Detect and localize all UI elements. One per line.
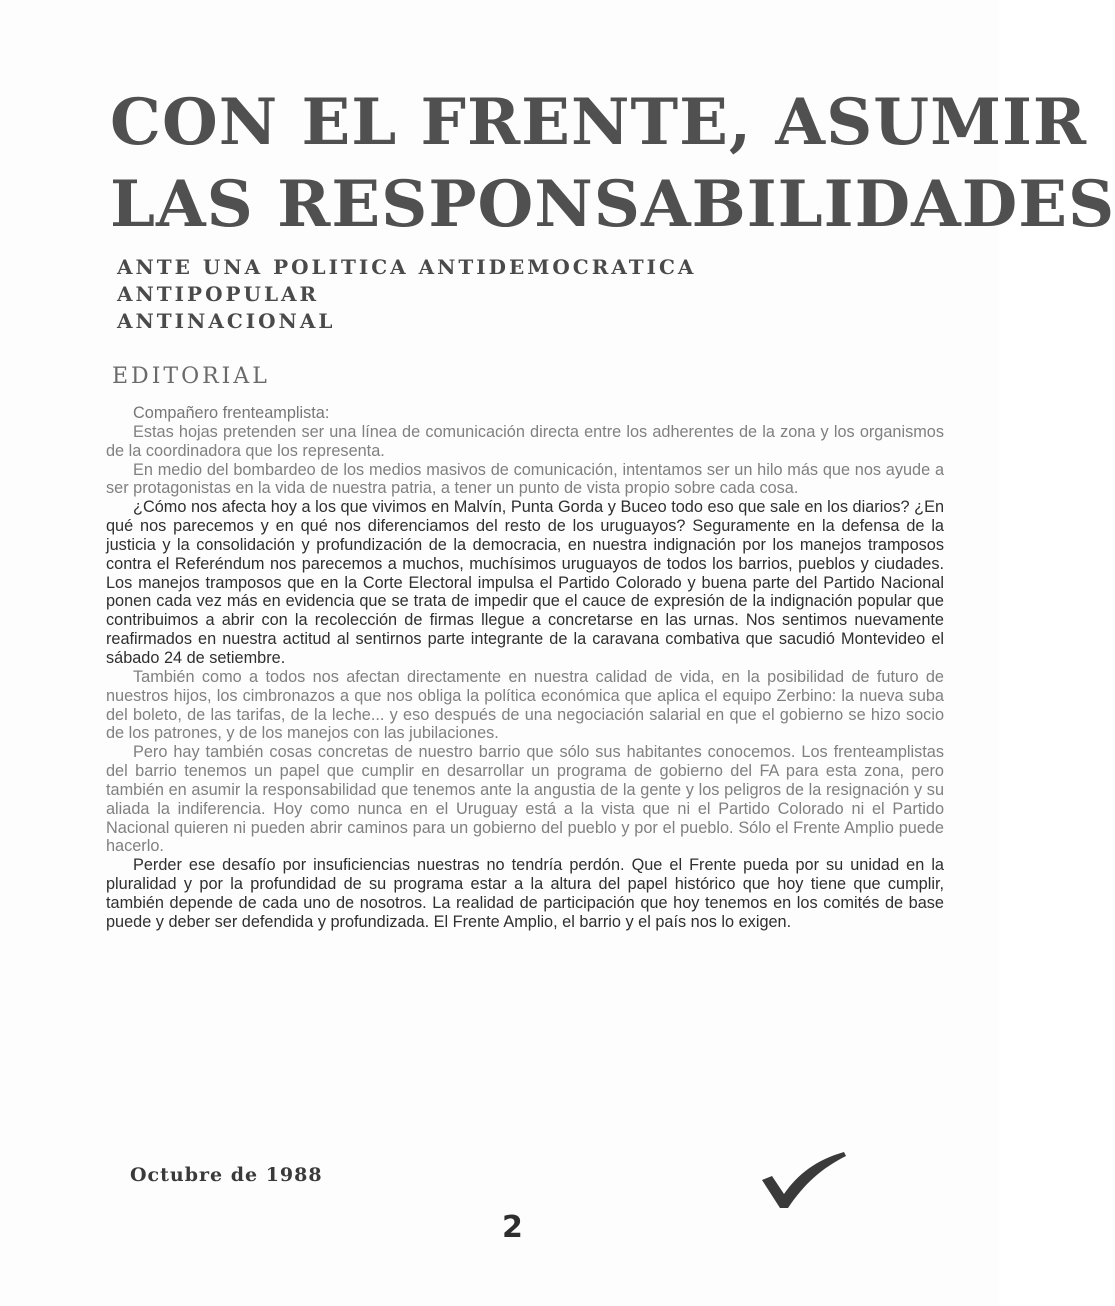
publication-date: Octubre de 1988 xyxy=(130,1164,323,1186)
headline-line-2: LAS RESPONSABILIDADES xyxy=(110,167,1115,242)
paragraph-3: ¿Cómo nos afecta hoy a los que vivimos en Malvín, Punta Gorda y Buceo todo eso que sale en los diarios? ¿En qué nos parecemos y en qué nos diferenciamos del resto de los uruguayos? Seguramente en la defensa de la justicia y la consolidación y profundización de la democracia, en nuestra indignación por los manejos tramposos contra el Referéndum nos parecemos a muchos, muchísimos uruguayos de todos los barrios, pueblos y ciudades. Los manejos tramposos que en la Corte Electoral impulsa el Partido Colorado y buena parte del Partido Nacional ponen cada vez más en evidencia que se trata de impedir que el cauce de expresión de la indignación popular que contribuimos a abrir con la recolección de firmas llegue a concretarse en las urnas. Nos sentimos nuevamente reafirmados en nuestra actitud al sentirnos parte integrante de la caravana combativa que sacudió Montevideo el sábado 24 de setiembre. xyxy=(106,498,944,667)
paragraph-5: Pero hay también cosas concretas de nuestro barrio que sólo sus habitantes conocemos. Los frenteamplistas del barrio tenemos un papel que cumplir en desarrollar un programa de gobierno del FA para esta zona, pero también en asumir la responsabilidad que tenemos ante la angustia de la gente y los peligros de la resignación y su aliada la indiferencia. Hoy como nunca en el Uruguay está a la vista que ni el Partido Colorado ni el Partido Nacional quieren ni pueden abrir caminos para un gobierno del pueblo y por el pueblo. Sólo el Frente Amplio puede hacerlo. xyxy=(106,743,944,856)
paragraph-2: En medio del bombardeo de los medios masivos de comunicación, intentamos ser un hilo más que nos ayude a ser protagonistas en la vida de nuestra patria, a tener un punto de vista propio sobre cada cosa. xyxy=(106,460,944,498)
subheadline xyxy=(117,254,696,335)
headline-line-1: CON EL FRENTE, ASUMIR xyxy=(110,85,1088,160)
editorial-body xyxy=(106,404,944,932)
checkmark-icon xyxy=(758,1150,848,1210)
subheadline-line-1: ANTE UNA POLITICA ANTIDEMOCRATICA xyxy=(117,255,697,279)
paragraph-6: Perder ese desafío por insuficiencias nuestras no tendría perdón. Que el Frente pueda por su unidad en la pluralidad y por la profundidad de su programa estar a la altura del papel histórico que hoy tiene que cumplir, también depende de cada uno de nosotros. La realidad de participación que hoy tenemos en los comités de base puede y deber ser defendida y profundizada. El Frente Amplio, el barrio y el país nos lo exigen. xyxy=(106,856,944,931)
headline xyxy=(110,82,1115,246)
paragraph-1: Estas hojas pretenden ser una línea de comunicación directa entre los adherentes de la zona y los organismos de la coordinadora que los representa. xyxy=(106,422,944,460)
subheadline-line-3: ANTINACIONAL xyxy=(117,309,336,333)
greeting-paragraph: Compañero frenteamplista: xyxy=(133,404,330,422)
subheadline-line-2: ANTIPOPULAR xyxy=(117,282,320,306)
page-number: 2 xyxy=(502,1210,523,1245)
section-label: EDITORIAL xyxy=(112,364,270,389)
paragraph-4: También como a todos nos afectan directamente en nuestra calidad de vida, en la posibilidad de futuro de nuestros hijos, los cimbronazos a que nos obliga la política económica que aplica el equipo Zerbino: la nueva suba del boleto, de las tarifas, de la leche... y eso después de una negociación salarial en que el gobierno se hizo socio de los patrones, y de los manejos con las jubilaciones. xyxy=(106,667,944,743)
